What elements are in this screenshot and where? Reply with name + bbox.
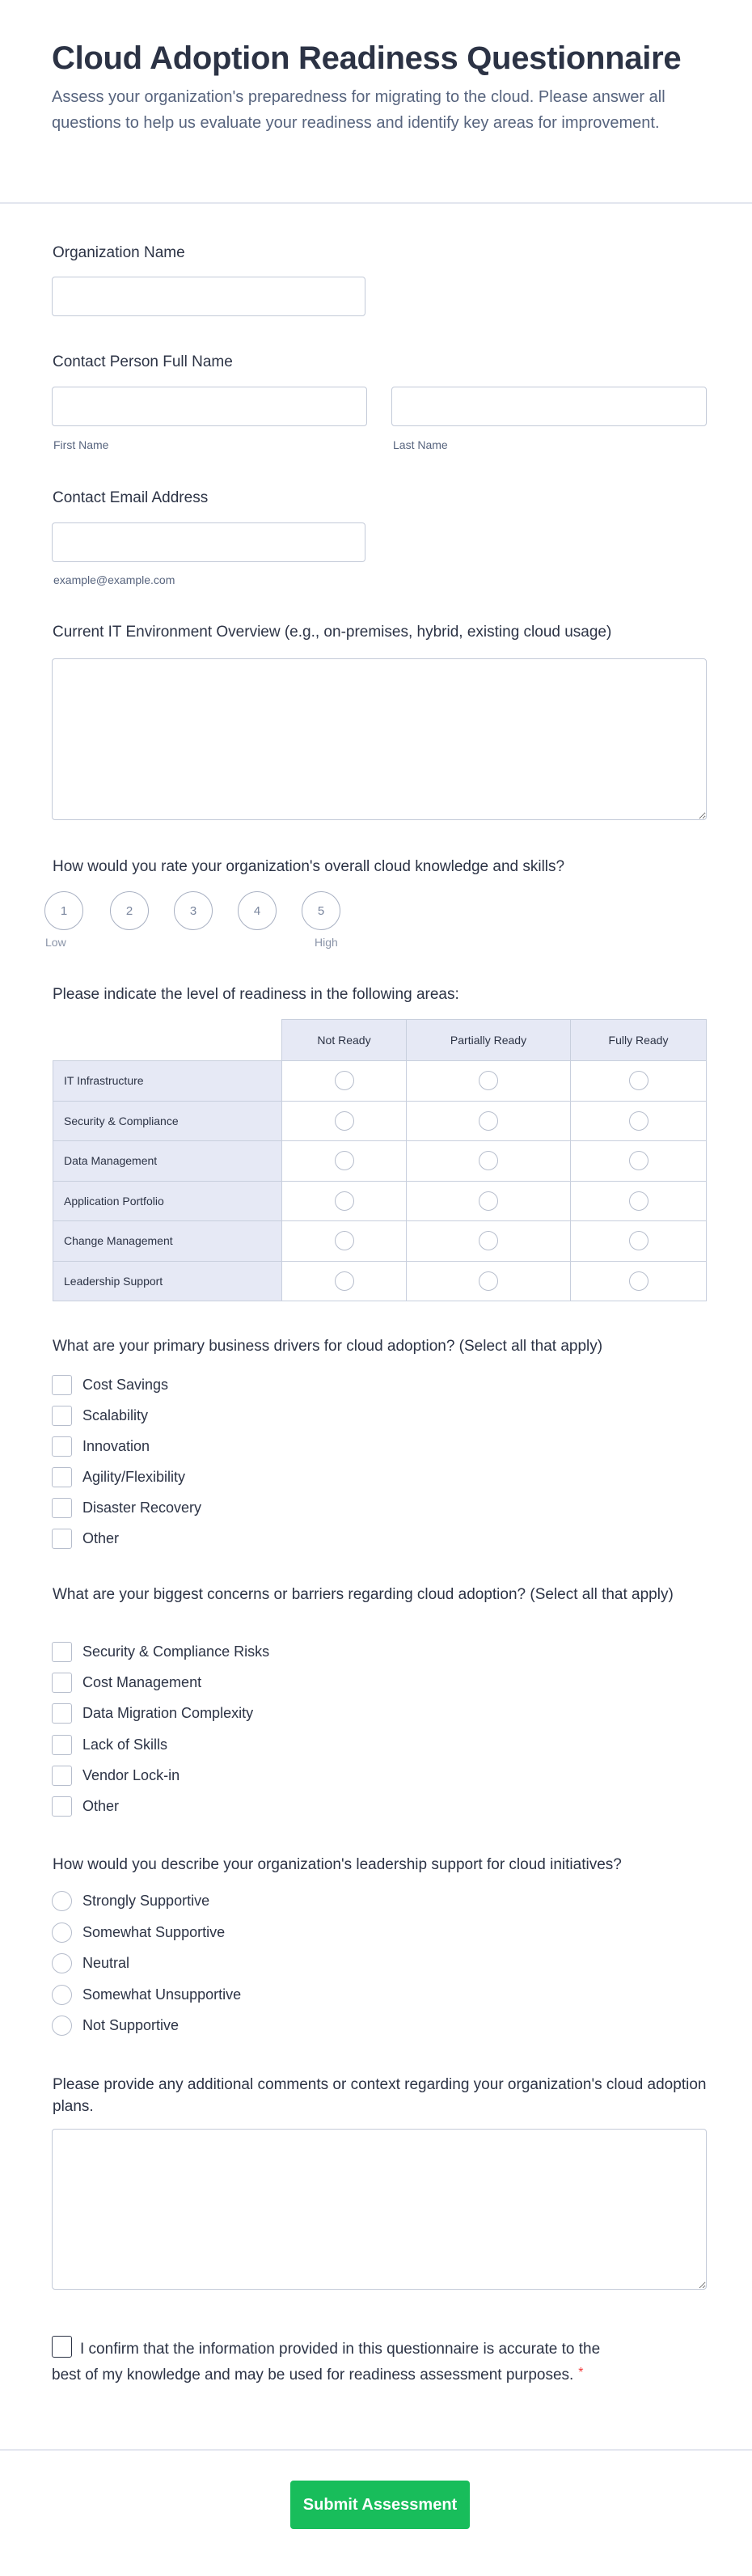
matrix-question: Please indicate the level of readiness in the following areas:: [53, 986, 459, 1003]
last-name-sublabel: Last Name: [393, 438, 448, 451]
checkbox[interactable]: [52, 1796, 72, 1817]
org-name-input[interactable]: [52, 277, 365, 316]
concern-option[interactable]: [52, 1765, 180, 1786]
matrix-row: [53, 1101, 707, 1141]
matrix-cell: [407, 1061, 571, 1102]
rating-option-2[interactable]: 2: [110, 891, 149, 930]
matrix-radio[interactable]: [335, 1271, 354, 1291]
matrix-cell: [571, 1141, 707, 1182]
matrix-radio[interactable]: [629, 1231, 648, 1250]
concerns-question: What are your biggest concerns or barriers regarding cloud adoption? (Select all that apply): [53, 1586, 674, 1603]
matrix-row-label: IT Infrastructure: [53, 1061, 282, 1102]
radio-button[interactable]: [52, 1891, 72, 1911]
radio-button[interactable]: [52, 1922, 72, 1943]
readiness-matrix: [53, 1019, 707, 1301]
checkbox[interactable]: [52, 1766, 72, 1786]
leadership-option[interactable]: [52, 1890, 209, 1911]
matrix-radio[interactable]: [479, 1231, 498, 1250]
checkbox[interactable]: [52, 1436, 72, 1457]
checkbox[interactable]: [52, 1375, 72, 1395]
option-label: Neutral: [82, 1954, 130, 1971]
option-label: Innovation: [82, 1437, 150, 1454]
matrix-cell: [407, 1181, 571, 1221]
rating-low-label: Low: [45, 936, 66, 949]
matrix-column-header: Not Ready: [282, 1020, 407, 1061]
radio-button[interactable]: [52, 1953, 72, 1973]
matrix-cell: [407, 1261, 571, 1301]
drivers-question: What are your primary business drivers for cloud adoption? (Select all that apply): [53, 1338, 603, 1355]
option-label: Data Migration Complexity: [82, 1704, 254, 1721]
matrix-cell: [571, 1261, 707, 1301]
matrix-row: [53, 1221, 707, 1262]
matrix-cell: [282, 1221, 407, 1262]
option-label: Somewhat Unsupportive: [82, 1986, 242, 2003]
matrix-radio[interactable]: [479, 1071, 498, 1090]
concern-option[interactable]: [52, 1641, 269, 1662]
leadership-option[interactable]: [52, 2015, 179, 2036]
confirm-label: I confirm that the information provided in this questionnaire is accurate to the best of my knowledge and may be used for readiness assessment purposes.: [52, 2341, 601, 2384]
matrix-radio[interactable]: [629, 1071, 648, 1090]
radio-button[interactable]: [52, 1985, 72, 2005]
matrix-corner: [53, 1020, 282, 1061]
confirm-checkbox[interactable]: [52, 2336, 72, 2358]
concern-option[interactable]: [52, 1703, 253, 1724]
comments-textarea[interactable]: [52, 2129, 707, 2290]
concern-option[interactable]: [52, 1796, 119, 1817]
rating-option-4[interactable]: 4: [238, 891, 277, 930]
matrix-cell: [571, 1181, 707, 1221]
matrix-radio[interactable]: [479, 1151, 498, 1170]
header-divider: [0, 202, 752, 204]
checkbox[interactable]: [52, 1642, 72, 1662]
matrix-radio[interactable]: [479, 1191, 498, 1211]
last-name-input[interactable]: [391, 387, 707, 426]
driver-option[interactable]: [52, 1466, 185, 1487]
footer-divider: [0, 2449, 752, 2451]
matrix-row: [53, 1181, 707, 1221]
matrix-row-label: Data Management: [53, 1141, 282, 1182]
leadership-option[interactable]: [52, 1922, 225, 1943]
matrix-cell: [282, 1141, 407, 1182]
checkbox[interactable]: [52, 1467, 72, 1487]
checkbox[interactable]: [52, 1529, 72, 1549]
option-label: Other: [82, 1529, 120, 1546]
email-label: Contact Email Address: [53, 489, 209, 506]
matrix-column-header: Partially Ready: [407, 1020, 571, 1061]
leadership-option[interactable]: [52, 1984, 241, 2005]
concern-option[interactable]: [52, 1672, 201, 1693]
matrix-cell: [282, 1261, 407, 1301]
matrix-radio[interactable]: [629, 1191, 648, 1211]
org-name-label: Organization Name: [53, 244, 185, 261]
option-label: Cost Management: [82, 1673, 202, 1690]
matrix-row: [53, 1141, 707, 1182]
matrix-radio[interactable]: [335, 1231, 354, 1250]
checkbox[interactable]: [52, 1673, 72, 1693]
option-label: Not Supportive: [82, 2016, 180, 2033]
page-title: Cloud Adoption Readiness Questionnaire: [52, 40, 682, 76]
matrix-radio[interactable]: [629, 1111, 648, 1131]
matrix-row-label: Change Management: [53, 1221, 282, 1262]
option-label: Security & Compliance Risks: [82, 1643, 270, 1660]
matrix-cell: [282, 1181, 407, 1221]
option-label: Strongly Supportive: [82, 1892, 210, 1909]
it-environment-textarea[interactable]: [52, 658, 707, 820]
option-label: Disaster Recovery: [82, 1499, 202, 1516]
driver-option[interactable]: [52, 1374, 168, 1395]
option-label: Scalability: [82, 1406, 149, 1423]
matrix-cell: [407, 1221, 571, 1262]
matrix-cell: [282, 1101, 407, 1141]
leadership-question: How would you describe your organization's leadership support for cloud initiatives?: [53, 1856, 622, 1873]
matrix-row: [53, 1061, 707, 1102]
driver-option[interactable]: [52, 1405, 148, 1426]
checkbox[interactable]: [52, 1406, 72, 1426]
matrix-cell: [282, 1061, 407, 1102]
matrix-cell: [571, 1061, 707, 1102]
checkbox[interactable]: [52, 1735, 72, 1755]
first-name-sublabel: First Name: [53, 438, 109, 451]
matrix-cell: [407, 1141, 571, 1182]
option-label: Somewhat Supportive: [82, 1923, 226, 1940]
email-input[interactable]: [52, 522, 365, 562]
option-label: Cost Savings: [82, 1376, 169, 1393]
required-asterisk: *: [578, 2366, 584, 2379]
matrix-radio[interactable]: [629, 1271, 648, 1291]
matrix-row-label: Security & Compliance: [53, 1101, 282, 1141]
matrix-radio[interactable]: [479, 1111, 498, 1131]
concern-option[interactable]: [52, 1734, 167, 1755]
matrix-row-label: Application Portfolio: [53, 1181, 282, 1221]
rating-high-label: High: [315, 936, 338, 949]
option-label: Agility/Flexibility: [82, 1468, 186, 1485]
comments-question: Please provide any additional comments or context regarding your organization's cloud adoption plans.: [53, 2076, 707, 2115]
matrix-cell: [571, 1221, 707, 1262]
page-description: Assess your organization's preparedness for migrating to the cloud. Please answer all questions to help us evaluate your readiness and identify key areas for improvement.: [52, 88, 665, 132]
matrix-cell: [407, 1101, 571, 1141]
rating-option-5[interactable]: 5: [302, 891, 340, 930]
matrix-radio[interactable]: [335, 1191, 354, 1211]
matrix-radio[interactable]: [335, 1111, 354, 1131]
option-label: Vendor Lock-in: [82, 1766, 180, 1783]
matrix-cell: [571, 1101, 707, 1141]
rating-option-1[interactable]: 1: [44, 891, 83, 930]
leadership-option[interactable]: [52, 1952, 129, 1973]
first-name-input[interactable]: [52, 387, 367, 426]
checkbox[interactable]: [52, 1498, 72, 1518]
driver-option[interactable]: [52, 1497, 201, 1518]
matrix-radio[interactable]: [335, 1151, 354, 1170]
email-sublabel: example@example.com: [53, 573, 175, 586]
driver-option[interactable]: [52, 1528, 119, 1549]
matrix-radio[interactable]: [629, 1151, 648, 1170]
matrix-radio[interactable]: [335, 1071, 354, 1090]
confirm-field: [52, 2336, 626, 2387]
it-environment-label: Current IT Environment Overview (e.g., on-premises, hybrid, existing cloud usage): [53, 624, 612, 641]
submit-button[interactable]: Submit Assessment: [290, 2481, 470, 2529]
contact-name-label: Contact Person Full Name: [53, 353, 233, 370]
matrix-radio[interactable]: [479, 1271, 498, 1291]
option-label: Other: [82, 1797, 120, 1814]
matrix-column-header: Fully Ready: [571, 1020, 707, 1061]
matrix-row-label: Leadership Support: [53, 1261, 282, 1301]
rating-option-3[interactable]: 3: [174, 891, 213, 930]
matrix-row: [53, 1261, 707, 1301]
driver-option[interactable]: [52, 1436, 150, 1457]
radio-button[interactable]: [52, 2016, 72, 2036]
rating-question: How would you rate your organization's overall cloud knowledge and skills?: [53, 858, 565, 875]
checkbox[interactable]: [52, 1703, 72, 1724]
option-label: Lack of Skills: [82, 1736, 168, 1753]
